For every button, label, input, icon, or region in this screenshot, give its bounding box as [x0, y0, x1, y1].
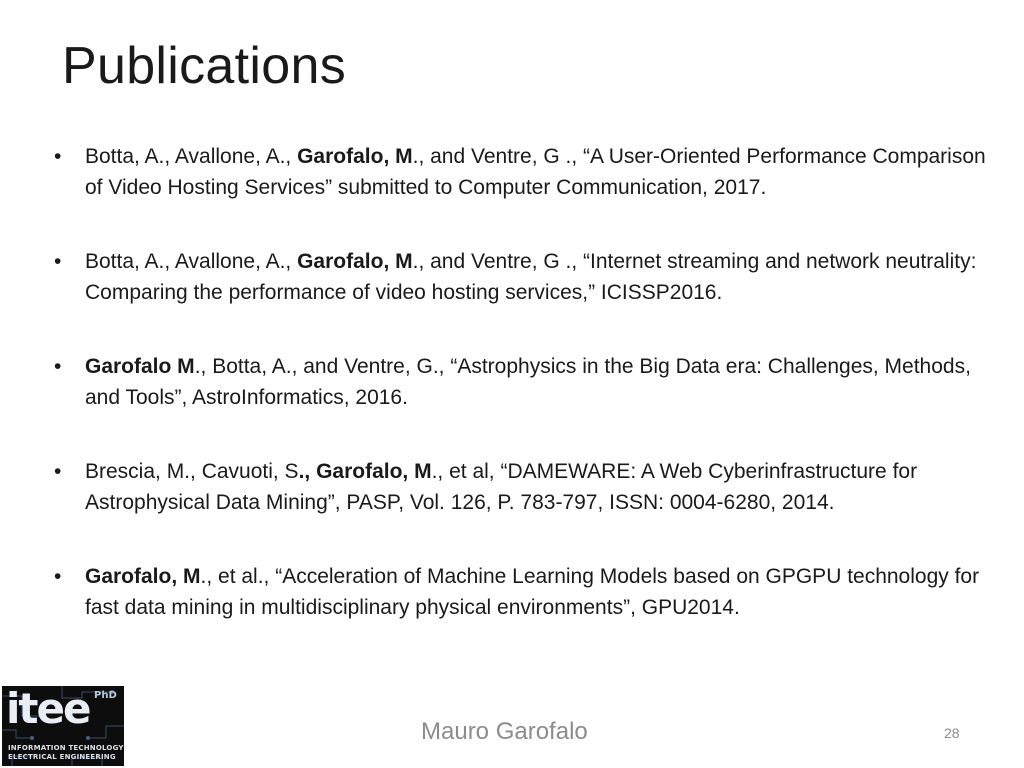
- logo-subtitle-line1: INFORMATION TECHNOLOGY: [8, 744, 124, 752]
- citation-rest: ., et al., “Acceleration of Machine Learning Models based on GPGPU technology for fast data mining in multidisciplinary physical environments”, GPU2014.: [85, 565, 980, 619]
- highlighted-author: Garofalo M: [85, 355, 195, 378]
- footer-author: Mauro Garofalo: [421, 718, 588, 745]
- highlighted-author: ., Garofalo, M: [298, 460, 432, 483]
- bullet-marker: •: [54, 145, 62, 168]
- highlighted-author: Garofalo, M: [297, 145, 413, 168]
- publication-item: [50, 141, 990, 203]
- logo-main-text: itee: [6, 686, 90, 733]
- publication-item: [50, 456, 990, 518]
- citation-rest: ., and Ventre, G ., “A User-Oriented Performance Comparison of Video Hosting Services” submitted to Computer Communication, 2017.: [85, 145, 986, 199]
- publication-text: [85, 460, 917, 514]
- publication-text: [85, 565, 979, 619]
- authors-before: Brescia, M., Cavuoti, S: [85, 460, 299, 483]
- publication-list: [50, 141, 990, 623]
- authors-before: Botta, A., Avallone, A.,: [85, 250, 298, 273]
- highlighted-author: Garofalo, M: [85, 565, 201, 588]
- bullet-marker: •: [54, 355, 62, 378]
- authors-before: Botta, A., Avallone, A.,: [85, 145, 298, 168]
- citation-rest: ., Botta, A., and Ventre, G., “Astrophysics in the Big Data era: Challenges, Methods, and Tools”, AstroInformatics, 2016.: [85, 355, 971, 409]
- publication-text: [85, 250, 976, 304]
- itee-logo: [2, 686, 124, 766]
- slide-number: 28: [944, 725, 960, 741]
- bullet-marker: •: [54, 565, 62, 588]
- logo-subtitle-line2: ELECTRICAL ENGINEERING: [8, 753, 116, 761]
- slide-title: Publications: [62, 37, 346, 95]
- bullet-marker: •: [54, 460, 62, 483]
- publication-item: [50, 246, 990, 308]
- publication-text: [85, 145, 986, 199]
- publication-item: [50, 561, 990, 623]
- logo-phd-text: PhD: [94, 690, 117, 701]
- bullet-marker: •: [54, 250, 62, 273]
- citation-rest: ., and Ventre, G ., “Internet streaming and network neutrality: Comparing the performance of video hosting services,” ICISSP2016.: [85, 250, 977, 304]
- citation-rest: ., et al, “DAMEWARE: A Web Cyberinfrastructure for Astrophysical Data Mining”, PASP, Vol. 126, P. 783-797, ISSN: 0004-6280, 2014.: [85, 460, 918, 514]
- highlighted-author: Garofalo, M: [297, 250, 413, 273]
- publication-text: [85, 355, 971, 409]
- publication-item: [50, 351, 990, 413]
